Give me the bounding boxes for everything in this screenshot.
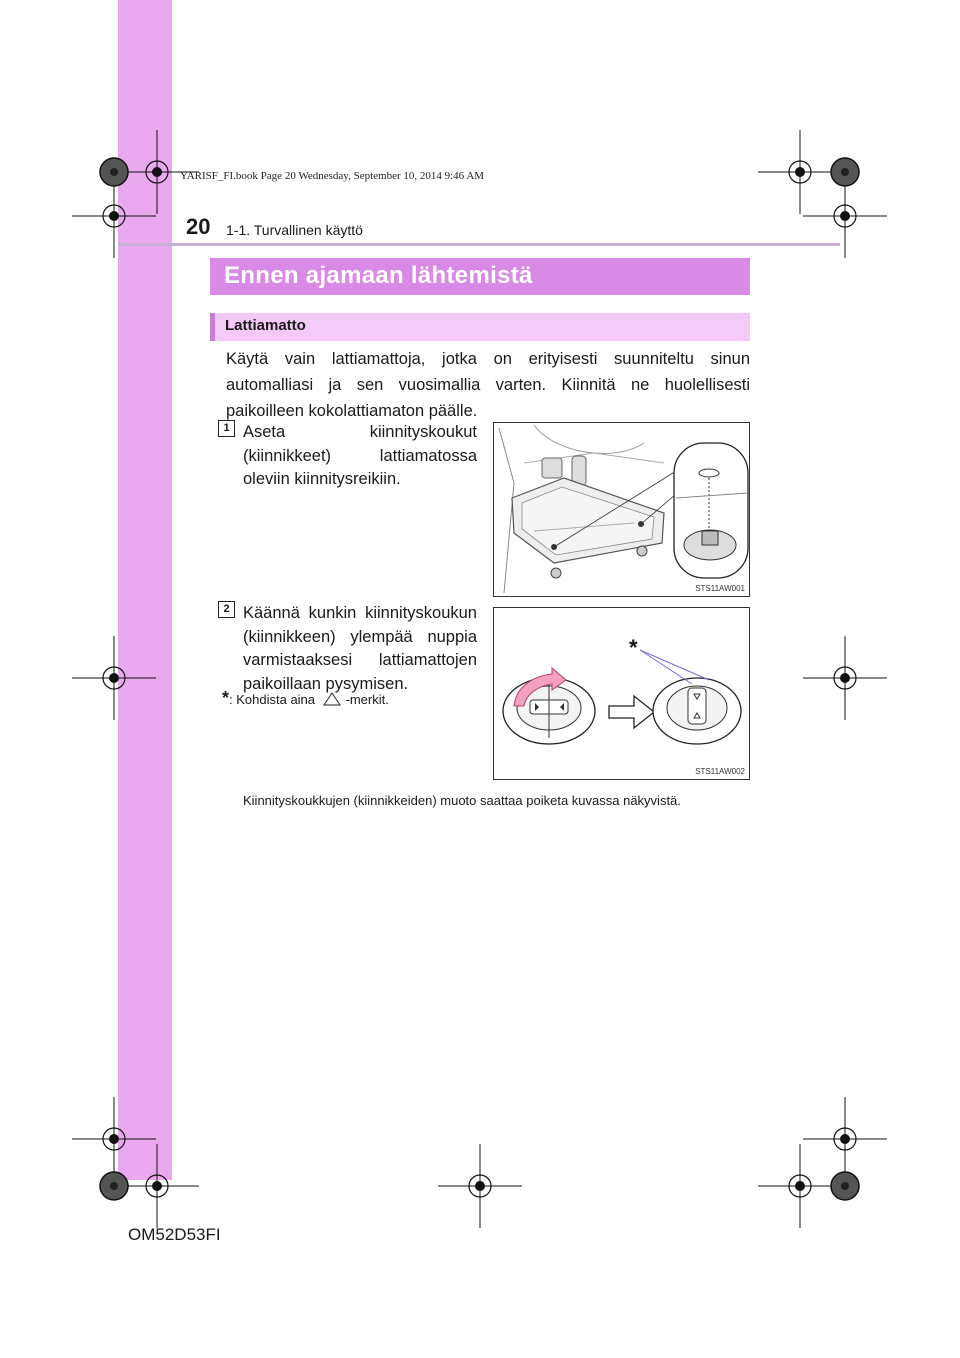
step-number-1: 1: [218, 420, 235, 437]
footnote-suffix: -merkit.: [345, 692, 389, 707]
footer-code: OM52D53FI: [128, 1225, 221, 1244]
footnote-prefix: : Kohdista aina: [229, 692, 316, 707]
page-title: Ennen ajamaan lähtemistä: [224, 262, 533, 289]
turn-knob-illustration: [494, 608, 750, 780]
asterisk-label: *: [629, 635, 638, 660]
book-info-line: YARISF_FI.book Page 20 Wednesday, September 10, 2014 9:46 AM: [180, 170, 485, 182]
figure-turn-knob: [493, 607, 750, 780]
footnote-asterisk: *: [222, 688, 230, 708]
section-title: 1-1. Turvallinen käyttö: [226, 222, 363, 238]
step-number-2: 2: [218, 601, 235, 618]
figure-floor-mat-hooks: [493, 422, 750, 597]
step-text-1: Aseta kiinnityskoukut (kiinnikkeet) lattiamatossa oleviin kiinnitysreikiin.: [243, 423, 477, 488]
subsection-title: Lattiamatto: [225, 317, 306, 334]
figure-code-1: STS11AW001: [695, 584, 745, 593]
page-number: 20: [186, 214, 211, 239]
step-text-2: Käännä kunkin kiinnityskoukun (kiinnikkeen) ylempää nuppia varmistaaksesi lattiamattojen paikoillaan pysymisen.: [243, 604, 477, 693]
intro-paragraph: Käytä vain lattiamattoja, jotka on erityisesti suunniteltu sinun automalliasi ja sen vuosimallia varten. Kiinnitä ne huolellisesti paikoilleen kokolattiamaton päälle.: [226, 350, 750, 420]
figure-code-2: STS11AW002: [695, 767, 745, 776]
footnote: [222, 688, 389, 709]
note-paragraph: Kiinnityskoukkujen (kiinnikkeiden) muoto saattaa poiketa kuvassa näkyvistä.: [243, 793, 681, 808]
triangle-mark-icon: [323, 692, 341, 706]
floor-mat-illustration: [494, 423, 750, 597]
